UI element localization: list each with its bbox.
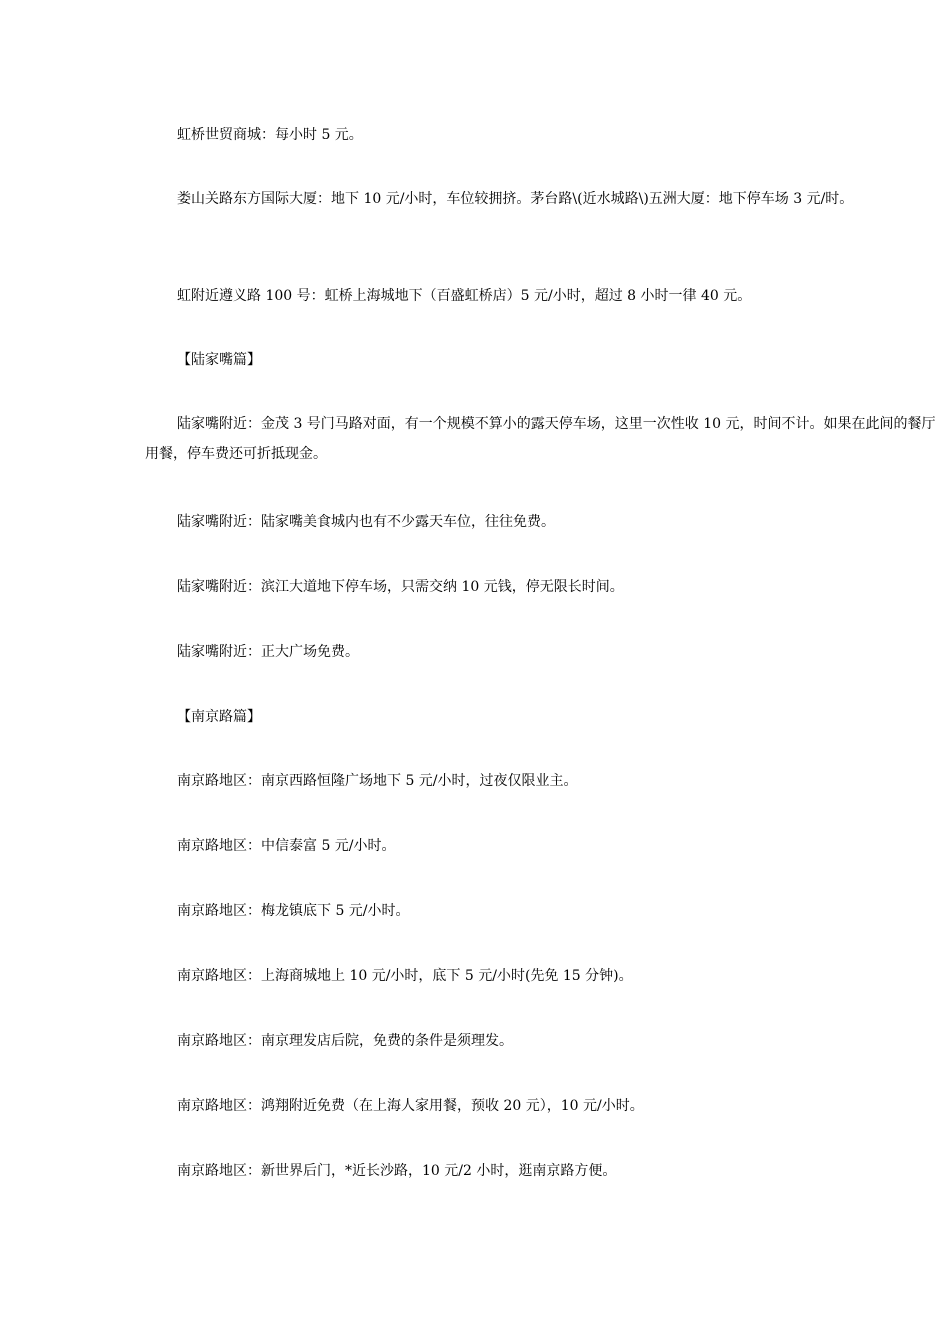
- section-heading-nanjing-road: 【南京路篇】: [177, 709, 261, 725]
- paragraph-loushanguan-road: 娄山关路东方国际大厦：地下 10 元/小时，车位较拥挤。茅台路\(近水城路\)五洲大厦：地下停车场 3 元/时。: [177, 191, 854, 207]
- paragraph-zunyi-road: 虹附近遵义路 100 号：虹桥上海城地下（百盛虹桥店）5 元/小时，超过 8 小时一律 40 元。: [177, 288, 752, 304]
- paragraph-hongxiang: 南京路地区：鸿翔附近免费（在上海人家用餐，预收 20 元），10 元/小时。: [177, 1098, 644, 1114]
- paragraph-shanghai-centre: 南京路地区：上海商城地上 10 元/小时，底下 5 元/小时(先免 15 分钟)。: [177, 968, 633, 984]
- paragraph-meilongzhen: 南京路地区：梅龙镇底下 5 元/小时。: [177, 903, 410, 919]
- paragraph-citic-square: 南京路地区：中信泰富 5 元/小时。: [177, 838, 396, 854]
- paragraph-hongqiao-world-trade: 虹桥世贸商城：每小时 5 元。: [177, 127, 363, 143]
- paragraph-binjiang-avenue: 陆家嘴附近：滨江大道地下停车场，只需交纳 10 元钱，停无限长时间。: [177, 579, 624, 595]
- paragraph-new-world: 南京路地区：新世界后门，*近长沙路，10 元/2 小时，逛南京路方便。: [177, 1163, 617, 1179]
- paragraph-zhengda-plaza: 陆家嘴附近：正大广场免费。: [177, 644, 359, 660]
- paragraph-nanjing-barber: 南京路地区：南京理发店后院，免费的条件是须理发。: [177, 1033, 513, 1049]
- section-heading-lujiazui: 【陆家嘴篇】: [177, 352, 261, 368]
- paragraph-jinmao: 陆家嘴附近：金茂 3 号门马路对面，有一个规模不算小的露天停车场，这里一次性收 10 元，时间不计。如果在此间的餐厅用餐，停车费还可折抵现金。: [145, 416, 936, 462]
- paragraph-lujiazui-food-city: 陆家嘴附近：陆家嘴美食城内也有不少露天车位，往往免费。: [177, 514, 555, 530]
- paragraph-plaza66: 南京路地区：南京西路恒隆广场地下 5 元/小时，过夜仅限业主。: [177, 773, 578, 789]
